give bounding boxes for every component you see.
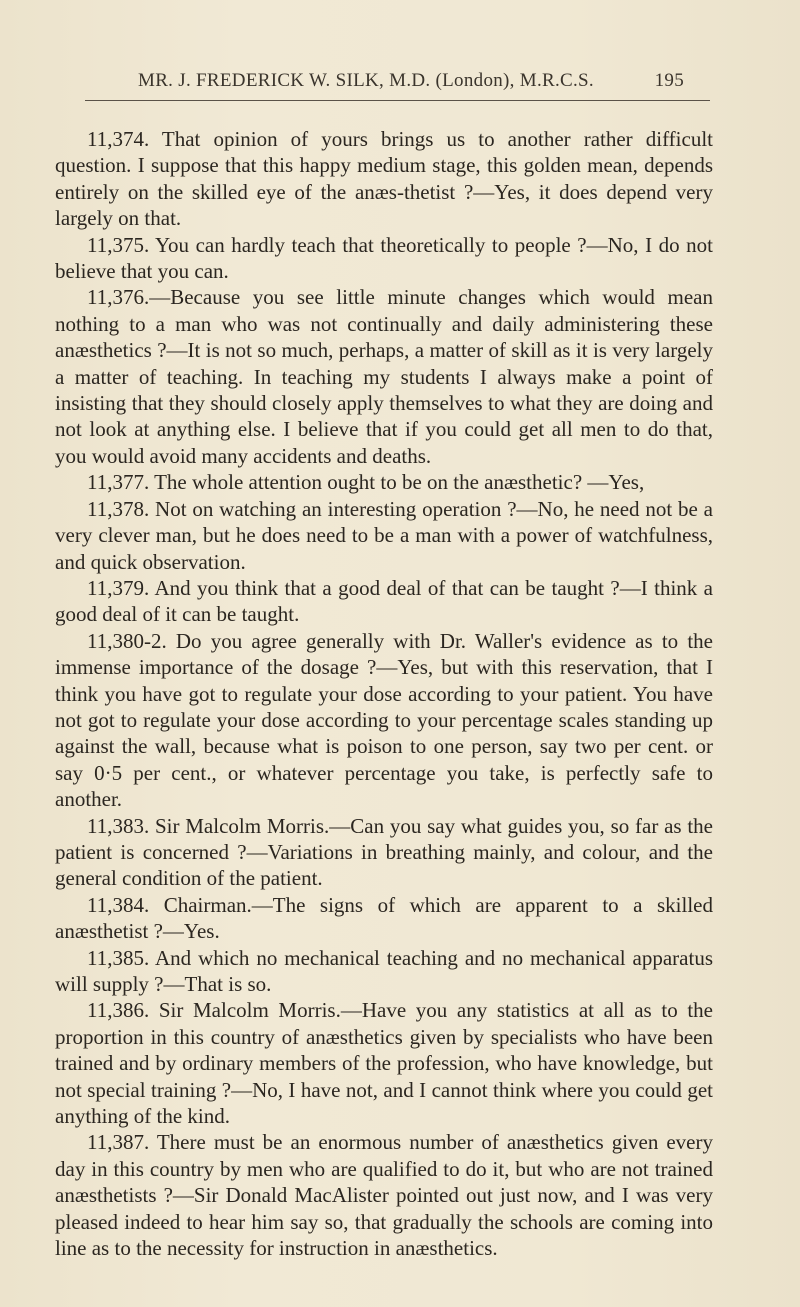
running-head-title: MR. J. FREDERICK W. SILK, M.D. (London), M.R.C.S. [138, 70, 594, 91]
paragraph-11383: 11,383. Sir Malcolm Morris.—Can you say what guides you, so far as the patient is concerned ?—Variations in breathing mainly, and colour, and the general condition of the patient. [55, 813, 713, 891]
paragraph-11379: 11,379. And you think that a good deal of that can be taught ?—I think a good deal of it can be taught. [55, 575, 713, 627]
header-rule [85, 100, 710, 101]
paragraph-11385: 11,385. And which no mechanical teaching and no mechanical apparatus will supply ?—That is so. [55, 945, 713, 996]
paragraph-11378: 11,378. Not on watching an interesting operation ?—No, he need not be a very clever man, but he does need to be a man with a power of watchfulness, and quick observation. [55, 496, 713, 574]
page-number: 195 [654, 70, 684, 91]
paragraph-11386: 11,386. Sir Malcolm Morris.—Have you any statistics at all as to the proportion in this country of anæsthetics given by specialists who have been trained and by ordinary members of the profession, who have knowledge, but not special training ?—No, I have not, and I cannot think where you could get anything of the kind. [55, 998, 713, 1129]
body-text [55, 126, 713, 1261]
paragraph-11377: 11,377. The whole attention ought to be on the anæsthetic? —Yes, [87, 470, 645, 495]
paragraph-11380-2: 11,380-2. Do you agree generally with Dr. Waller's evidence as to the immense importance of the dosage ?—Yes, but with this reservation, that I think you have got to regulate your dose according to your patient. You have not got to regulate your dose according to your percentage scales standing up against the wall, because what is poison to one person, say two per cent. or say 0·5 per cent., or whatever percentage you take, is perfectly safe to another. [55, 628, 713, 812]
paragraph-11374: 11,374. That opinion of yours brings us to another rather difficult question. I suppose that this happy medium stage, this golden mean, depends entirely on the skilled eye of the anæs-thetist ?—Yes, it does depend very largely on that. [55, 127, 713, 231]
paragraph-11387: 11,387. There must be an enormous number of anæsthetics given every day in this country by men who are qualified to do it, but who are not trained anæsthetists ?—Sir Donald MacAlister pointed out just now, and I was very pleased indeed to hear him say so, that gradually the schools are coming into line as to the necessity for instruction in anæsthetics. [55, 1130, 713, 1261]
paragraph-11384: 11,384. Chairman.—The signs of which are apparent to a skilled anæsthetist ?—Yes. [55, 892, 713, 944]
running-head [138, 70, 698, 102]
paragraph-11375: 11,375. You can hardly teach that theoretically to people ?—No, I do not believe that you can. [55, 232, 713, 284]
paragraph-11376: 11,376.—Because you see little minute changes which would mean nothing to a man who was not continually and daily administering these anæsthetics ?—It is not so much, perhaps, a matter of skill as it is very largely a matter of teaching. In teaching my students I always make a point of insisting that they should closely apply themselves to what they are doing and not look at anything else. I believe that if you could get all men to do that, you would avoid many accidents and deaths. [55, 285, 713, 468]
